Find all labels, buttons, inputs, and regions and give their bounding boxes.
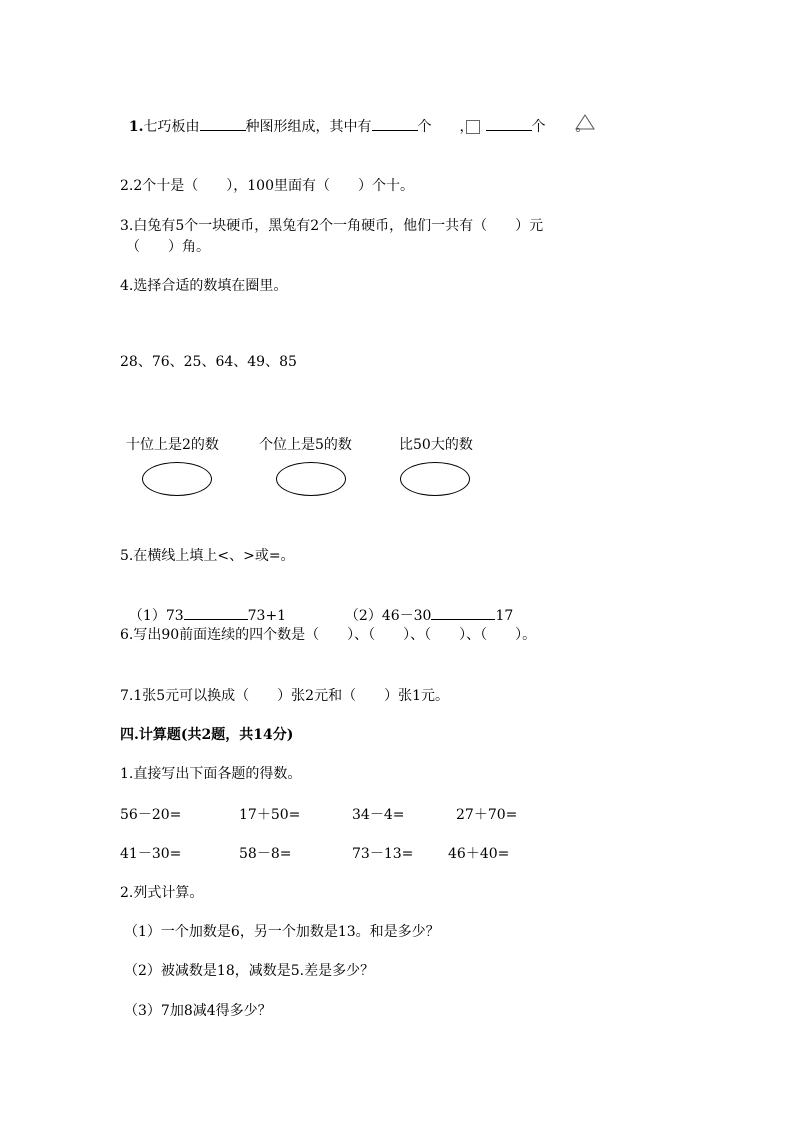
calc-question-2-item-1: （1）一个加数是6，另一个加数是13。和是多少？ xyxy=(124,924,440,940)
calc-2-4: 46＋40= xyxy=(448,846,510,862)
blank-shape-count[interactable] xyxy=(200,116,246,131)
question-4: 4.选择合适的数填在圈里。 xyxy=(120,278,288,294)
compare-left-1: （1）73 xyxy=(128,608,184,624)
answer-circle-tens-2[interactable] xyxy=(142,462,212,496)
question-5-item-1 xyxy=(120,587,286,625)
calc-1-3: 34－4= xyxy=(352,807,405,823)
question-5: 5.在横线上填上<、>或=。 xyxy=(120,548,295,564)
question-1-text-e: 个 xyxy=(531,119,546,135)
compare-blank-1[interactable] xyxy=(184,605,248,620)
question-3-line-1: 3.白兔有5个一块硬币，黑兔有2个一角硬币，他们一共有（ ）元 xyxy=(120,218,544,234)
calc-1-4: 27＋70= xyxy=(456,807,518,823)
triangle-icon xyxy=(575,114,595,130)
question-1-text-b: 种图形组成，其中有 xyxy=(245,119,372,135)
calc-question-2-item-3: （3）7加8减4得多少？ xyxy=(124,1003,272,1019)
calc-question-1: 1.直接写出下面各题的得数。 xyxy=(120,766,302,782)
calc-1-1: 56－20= xyxy=(120,807,182,823)
circle-label-tens-2: 十位上是2的数 xyxy=(126,437,219,453)
number-list: 28、76、25、64、49、85 xyxy=(120,354,297,370)
answer-circle-ones-5[interactable] xyxy=(276,462,346,496)
question-1-text-c: 个 xyxy=(417,119,432,135)
calc-question-2-item-2: （2）被减数是18，减数是5.差是多少？ xyxy=(124,963,375,979)
question-2: 2.2个十是（ ），100里面有（ ）个十。 xyxy=(120,178,414,194)
blank-square-count[interactable] xyxy=(372,116,418,131)
compare-left-2: （2）46－30 xyxy=(344,608,432,624)
question-1-number: 1. xyxy=(128,119,144,135)
calc-question-2: 2.列式计算。 xyxy=(120,885,204,901)
question-3-line-2: （ ）角。 xyxy=(126,239,210,255)
question-7: 7.1张5元可以换成（ ）张2元和（ ）张1元。 xyxy=(120,688,449,704)
calc-2-2: 58－8= xyxy=(239,846,292,862)
compare-blank-2[interactable] xyxy=(431,605,495,620)
calc-2-3: 73－13= xyxy=(352,846,414,862)
question-1 xyxy=(120,98,590,136)
calc-2-1: 41－30= xyxy=(120,846,182,862)
question-1-text-f: 。 xyxy=(575,119,590,135)
answer-circle-greater-50[interactable] xyxy=(400,462,470,496)
question-5-item-2 xyxy=(336,587,513,625)
question-6: 6.写出90前面连续的四个数是（ ）、（ ）、（ ）、（ ）。 xyxy=(120,627,537,643)
section-4-title: 四.计算题(共2题，共14分) xyxy=(120,727,294,743)
question-1-text-d: ， xyxy=(459,119,474,135)
calc-1-2: 17＋50= xyxy=(239,807,301,823)
blank-triangle-count[interactable] xyxy=(486,116,532,131)
compare-right-1: 73+1 xyxy=(247,608,287,624)
circle-label-ones-5: 个位上是5的数 xyxy=(259,437,352,453)
compare-right-2: 17 xyxy=(495,608,514,624)
question-1-text-a: 七巧板由 xyxy=(143,119,200,135)
circle-label-greater-50: 比50大的数 xyxy=(399,437,473,453)
square-icon xyxy=(466,120,480,134)
